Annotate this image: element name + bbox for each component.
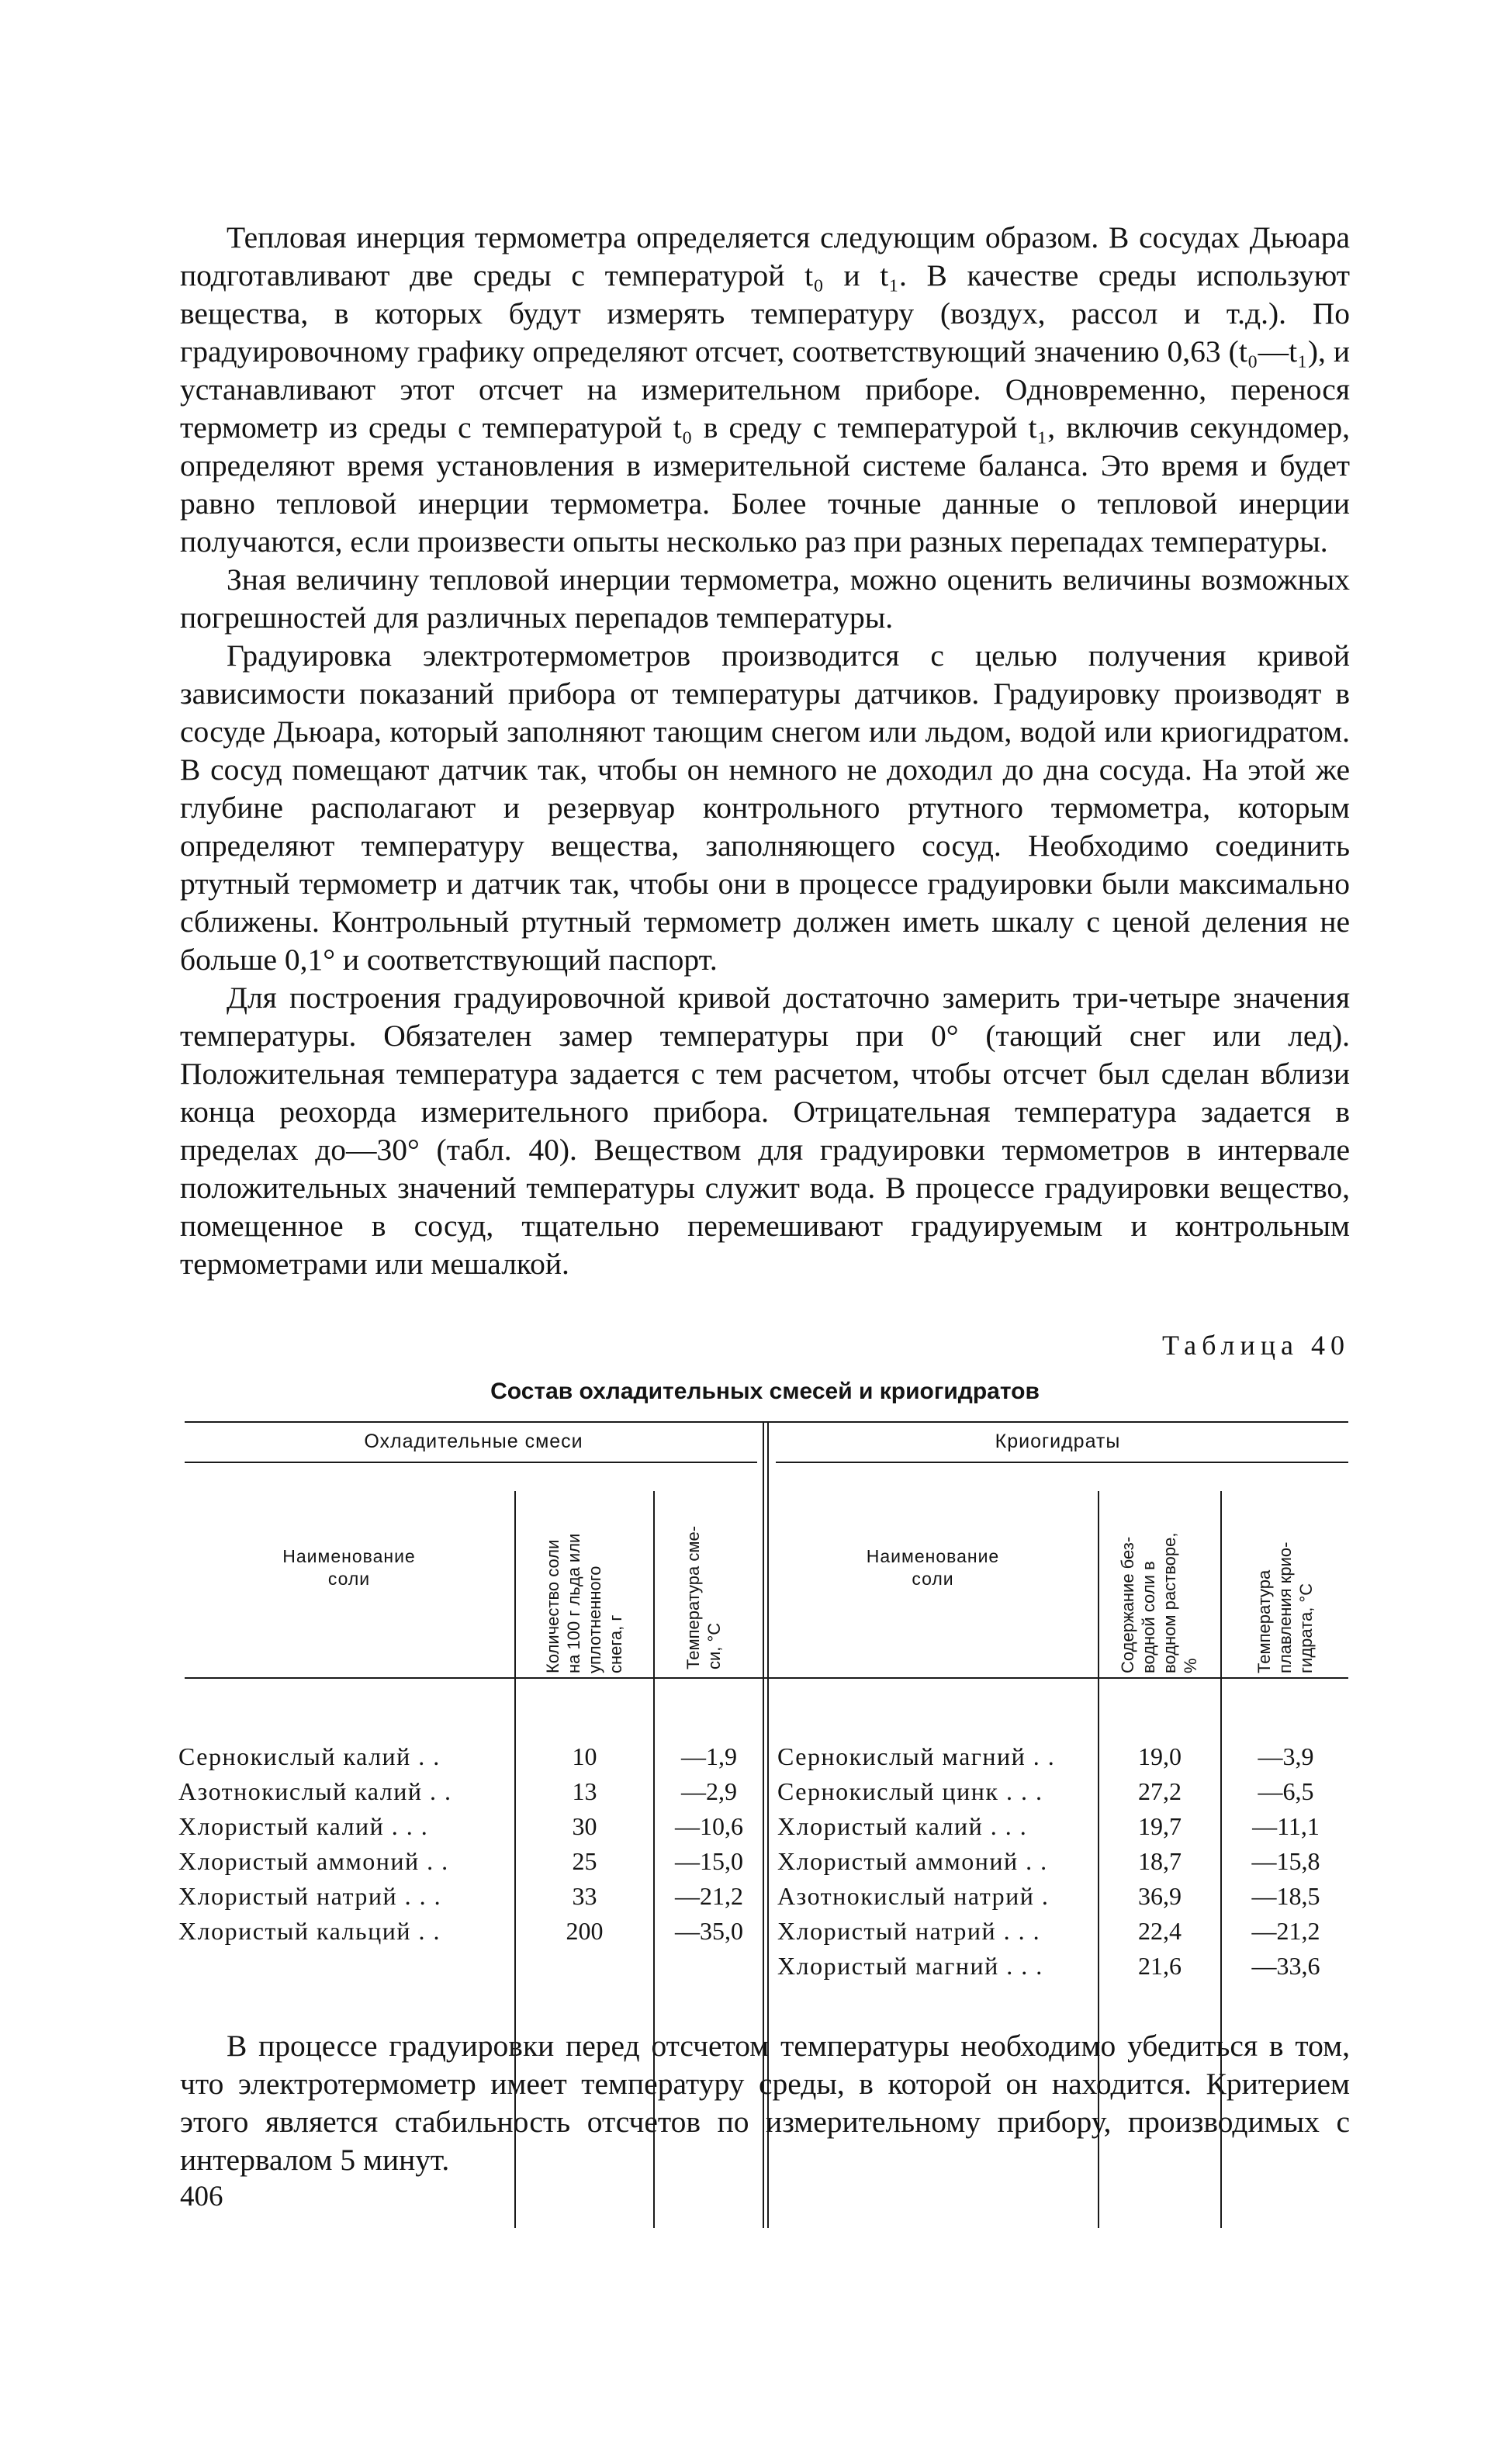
col-header-right-content: Содержание без- водной соли в водном растворе, % bbox=[1118, 1532, 1200, 1673]
right-row-2-temp: —6,5 bbox=[1258, 1777, 1314, 1805]
left-row-6-name: Хлористый кальций . . bbox=[178, 1917, 441, 1945]
body-text bbox=[180, 219, 1350, 1283]
right-row-3-name: Хлористый калий . . . bbox=[777, 1812, 1028, 1840]
right-row-6-temp: —21,2 bbox=[1251, 1917, 1320, 1945]
left-row-1-name: Сернокислый калий . . bbox=[178, 1742, 441, 1770]
right-row-2-content: 27,2 bbox=[1138, 1777, 1182, 1805]
paragraph-error-estimate: Зная величину тепловой инерции термометра, можно оценить величины возможных погрешностей для различных перепадов температуры. bbox=[180, 562, 1350, 635]
left-row-4-temp: —15,0 bbox=[675, 1847, 743, 1875]
header-bottom-rule bbox=[185, 1677, 1348, 1679]
right-row-3-temp: —11,1 bbox=[1252, 1812, 1320, 1840]
left-row-1-temp: —1,9 bbox=[681, 1742, 737, 1770]
page-number: 406 bbox=[180, 2181, 223, 2213]
paragraph-calibration-curve: Для построения градуировочной кривой достаточно замерить три-четыре значения температуры. Обязателен замер температуры при 0° (тающий снег или лед). Положительная температура задается с тем расчетом, чтобы отсчет был сделан вблизи конца реохорда измерительного прибора. Отрицательная температура задается в пределах до—30° (табл. 40). Веществом для градуировки термометров в интервале положительных значений температуры служит вода. В процессе градуировки вещество, помещенное в сосуд, тщательно перемешивают градуируемым и контрольным термометрами или мешалкой. bbox=[180, 981, 1350, 1281]
col-header-right-temp: Температура плавления крио- гидрата, °С bbox=[1254, 1541, 1316, 1673]
right-row-7-name: Хлористый магний . . . bbox=[777, 1952, 1043, 1980]
cooling-mixtures-table bbox=[171, 1421, 1361, 2453]
group-rule-right bbox=[776, 1462, 1348, 1463]
left-row-4-name: Хлористый аммоний . . bbox=[178, 1847, 449, 1875]
col-header-left-temp: Температура сме- си, °С bbox=[683, 1525, 724, 1669]
paragraph-thermal-inertia: Тепловая инерция термометра определяется следующим образом. В сосудах Дьюара подготавливают две среды с температурой t₀ и t₁. В качестве среды используют вещества, в которых будут измерять температуру (воздух, рассол и т.д.). По градуировочному графику определяют отсчет, соответствующий значению 0,63 (t₀—t₁), и устанавливают этот отсчет на измерительном приборе. Одновременно, перенося термометр из среды с температурой t₀ в среду с температурой t₁, включив секундомер, определяют время установления в измерительной системе баланса. Это время и будет равно тепловой инерции термометра. Более точные данные о тепловой инерции получаются, если произвести опыты несколько раз при разных перепадах температуры. bbox=[180, 220, 1350, 559]
right-row-3-content: 19,7 bbox=[1138, 1812, 1182, 1840]
paragraph-calibration: Градуировка электротермометров производится с целью получения кривой зависимости показаний прибора от температуры датчиков. Градуировку производят в сосуде Дьюара, который заполняют тающим снегом или льдом, водой или криогидратом. В сосуд помещают датчик так, чтобы он немного не доходил до дна сосуда. На этой же глубине располагают и резервуар контрольного ртутного термометра, которым определяют температуру вещества, заполняющего сосуд. Необходимо соединить ртутный термометр и датчик так, чтобы они в процессе градуировки были максимально сближены. Контрольный ртутный термометр должен иметь шкалу с ценой деления не больше 0,1° и соответствующий паспорт. bbox=[180, 638, 1350, 977]
right-row-7-temp: —33,6 bbox=[1251, 1952, 1320, 1980]
right-row-4-name: Хлористый аммоний . . bbox=[777, 1847, 1048, 1875]
group-rule-left bbox=[185, 1462, 757, 1463]
col-header-left-amount: Количество соли на 100 г льда или уплотненного снега, г bbox=[543, 1533, 625, 1673]
group-header-cryohydrates: Криогидраты bbox=[995, 1431, 1121, 1452]
group-header-cooling-mixtures: Охладительные смеси bbox=[364, 1431, 583, 1452]
left-row-3-amount: 30 bbox=[572, 1812, 597, 1840]
right-row-4-content: 18,7 bbox=[1138, 1847, 1182, 1875]
left-row-3-temp: —10,6 bbox=[675, 1812, 743, 1840]
left-row-5-temp: —21,2 bbox=[675, 1882, 743, 1910]
left-row-6-temp: —35,0 bbox=[675, 1917, 743, 1945]
left-row-5-amount: 33 bbox=[572, 1882, 597, 1910]
table-number: Таблица 40 bbox=[1162, 1330, 1350, 1361]
left-row-2-temp: —2,9 bbox=[681, 1777, 737, 1805]
left-row-5-name: Хлористый натрий . . . bbox=[178, 1882, 442, 1910]
col-header-right-name: Наименование соли bbox=[866, 1546, 1000, 1589]
left-row-6-amount: 200 bbox=[566, 1917, 604, 1945]
left-row-1-amount: 10 bbox=[572, 1742, 597, 1770]
right-row-5-temp: —18,5 bbox=[1251, 1882, 1320, 1910]
right-row-1-content: 19,0 bbox=[1138, 1742, 1182, 1770]
right-row-6-name: Хлористый натрий . . . bbox=[777, 1917, 1041, 1945]
right-row-1-temp: —3,9 bbox=[1258, 1742, 1314, 1770]
left-row-2-name: Азотнокислый калий . . bbox=[178, 1777, 452, 1805]
table-title: Состав охладительных смесей и криогидратов bbox=[490, 1379, 1040, 1404]
col-header-left-name: Наименование соли bbox=[282, 1546, 416, 1589]
closing-text bbox=[180, 2027, 1350, 2179]
right-row-1-name: Сернокислый магний . . bbox=[777, 1742, 1056, 1770]
left-row-3-name: Хлористый калий . . . bbox=[178, 1812, 429, 1840]
left-row-2-amount: 13 bbox=[572, 1777, 597, 1805]
paragraph-calibration-check: В процессе градуировки перед отсчетом температуры необходимо убедиться в том, что электротермометр имеет температуру среды, в которой он находится. Критерием этого является стабильность отсчетов по измерительному прибору, производимых с интервалом 5 минут. bbox=[180, 2029, 1350, 2177]
right-row-4-temp: —15,8 bbox=[1251, 1847, 1320, 1875]
right-row-5-name: Азотнокислый натрий . bbox=[777, 1882, 1050, 1910]
right-row-2-name: Сернокислый цинк . . . bbox=[777, 1777, 1043, 1805]
right-row-5-content: 36,9 bbox=[1138, 1882, 1182, 1910]
right-row-6-content: 22,4 bbox=[1138, 1917, 1182, 1945]
left-row-4-amount: 25 bbox=[572, 1847, 597, 1875]
table-top-rule bbox=[185, 1421, 1348, 1423]
right-row-7-content: 21,6 bbox=[1138, 1952, 1182, 1980]
